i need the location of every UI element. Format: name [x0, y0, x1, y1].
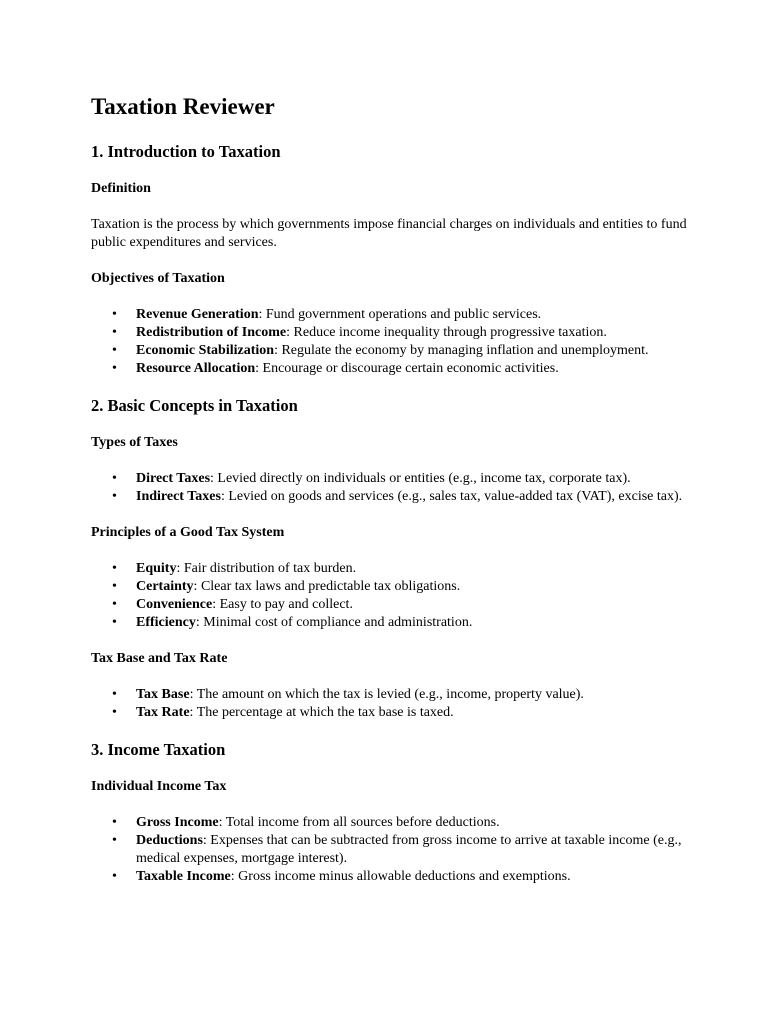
bullet-icon: •: [112, 815, 117, 830]
item-description: Total income from all sources before deductions.: [225, 815, 500, 830]
item-description: Clear tax laws and predictable tax obligations.: [200, 579, 461, 594]
bullet-icon: •: [112, 343, 117, 358]
list-item: • Resource Allocation: Encourage or discourage certain economic activities.: [112, 361, 559, 376]
item-description: Levied on goods and services (e.g., sales tax, value-added tax (VAT), excise tax).: [228, 489, 683, 504]
item-description: Fair distribution of tax burden.: [183, 561, 357, 576]
item-term: Direct Taxes: [136, 471, 211, 486]
bullet-list: [91, 470, 691, 506]
list-item: • Convenience: Easy to pay and collect.: [112, 597, 353, 612]
bullet-icon: •: [112, 687, 117, 702]
bullet-icon: •: [112, 597, 117, 612]
subsection-title: Principles of a Good Tax System: [91, 525, 285, 540]
item-term: Equity: [136, 561, 177, 576]
item-term: Convenience: [136, 597, 213, 612]
item-term: Revenue Generation: [136, 307, 259, 322]
bullet-icon: •: [112, 833, 117, 848]
bullet-icon: •: [112, 579, 117, 594]
item-term: Deductions: [136, 833, 203, 848]
list-item: • Economic Stabilization: Regulate the economy by managing inflation and unemployment.: [112, 343, 649, 358]
bullet-icon: •: [112, 615, 117, 630]
list-item: • Redistribution of Income: Reduce income inequality through progressive taxation.: [112, 325, 607, 340]
bullet-icon: •: [112, 489, 117, 504]
paragraph: Taxation is the process by which governments impose financial charges on individuals and entities to fund public expenditures and services.: [91, 217, 687, 250]
item-description: Regulate the economy by managing inflation and unemployment.: [281, 343, 649, 358]
item-description: Fund government operations and public services.: [265, 307, 542, 322]
section-title: 1. Introduction to Taxation: [91, 142, 281, 161]
bullet-icon: •: [112, 869, 117, 884]
item-description: The amount on which the tax is levied (e.g., income, property value).: [196, 687, 584, 702]
item-term: Indirect Taxes: [136, 489, 221, 504]
item-description: Encourage or discourage certain economic activities.: [262, 361, 559, 376]
list-item: • Equity: Fair distribution of tax burden.: [112, 561, 357, 576]
bullet-icon: •: [112, 561, 117, 576]
subsection-title: Tax Base and Tax Rate: [91, 651, 228, 666]
document-title: Taxation Reviewer: [91, 94, 275, 119]
item-description: Gross income minus allowable deductions and exemptions.: [238, 869, 571, 884]
subsection-title: Definition: [91, 181, 151, 196]
item-description: Minimal cost of compliance and administration.: [203, 615, 473, 630]
item-description: Expenses that can be subtracted from gross income to arrive at taxable income (e.g., medical expenses, mortgage interest).: [136, 833, 682, 866]
bullet-list: [91, 814, 691, 886]
list-item: • Deductions: Expenses that can be subtracted from gross income to arrive at taxable income (e.g., medical expenses, mortgage interest).: [112, 833, 682, 866]
item-term: Tax Base: [136, 687, 190, 702]
item-description: Reduce income inequality through progressive taxation.: [293, 325, 607, 340]
list-item: • Tax Base: The amount on which the tax is levied (e.g., income, property value).: [112, 687, 584, 702]
section-title: 3. Income Taxation: [91, 740, 226, 759]
bullet-icon: •: [112, 325, 117, 340]
bullet-icon: •: [112, 307, 117, 322]
list-item: • Tax Rate: The percentage at which the tax base is taxed.: [112, 705, 454, 720]
item-term: Economic Stabilization: [136, 343, 275, 358]
bullet-list: [91, 686, 691, 722]
list-item: • Efficiency: Minimal cost of compliance and administration.: [112, 615, 473, 630]
item-description: Levied directly on individuals or entities (e.g., income tax, corporate tax).: [217, 471, 631, 486]
list-item: • Certainty: Clear tax laws and predictable tax obligations.: [112, 579, 461, 594]
item-description: The percentage at which the tax base is taxed.: [196, 705, 454, 720]
subsection-title: Individual Income Tax: [91, 779, 227, 794]
bullet-icon: •: [112, 471, 117, 486]
list-item: • Indirect Taxes: Levied on goods and services (e.g., sales tax, value-added tax (VAT), excise tax).: [112, 489, 683, 504]
item-term: Gross Income: [136, 815, 219, 830]
subsection-title: Objectives of Taxation: [91, 271, 225, 286]
item-term: Tax Rate: [136, 705, 190, 720]
list-item: • Revenue Generation: Fund government operations and public services.: [112, 307, 542, 322]
item-term: Certainty: [136, 579, 194, 594]
list-item: • Gross Income: Total income from all sources before deductions.: [112, 815, 500, 830]
document-body: [91, 92, 691, 904]
item-term: Redistribution of Income: [136, 325, 287, 340]
section-title: 2. Basic Concepts in Taxation: [91, 396, 298, 415]
bullet-list: [91, 560, 691, 632]
item-term: Resource Allocation: [136, 361, 256, 376]
bullet-list: [91, 306, 691, 378]
item-term: Taxable Income: [136, 869, 231, 884]
item-description: Easy to pay and collect.: [219, 597, 353, 612]
bullet-icon: •: [112, 705, 117, 720]
list-item: • Taxable Income: Gross income minus allowable deductions and exemptions.: [112, 869, 571, 884]
subsection-title: Types of Taxes: [91, 435, 178, 450]
bullet-icon: •: [112, 361, 117, 376]
list-item: • Direct Taxes: Levied directly on individuals or entities (e.g., income tax, corporate tax).: [112, 471, 631, 486]
item-term: Efficiency: [136, 615, 196, 630]
